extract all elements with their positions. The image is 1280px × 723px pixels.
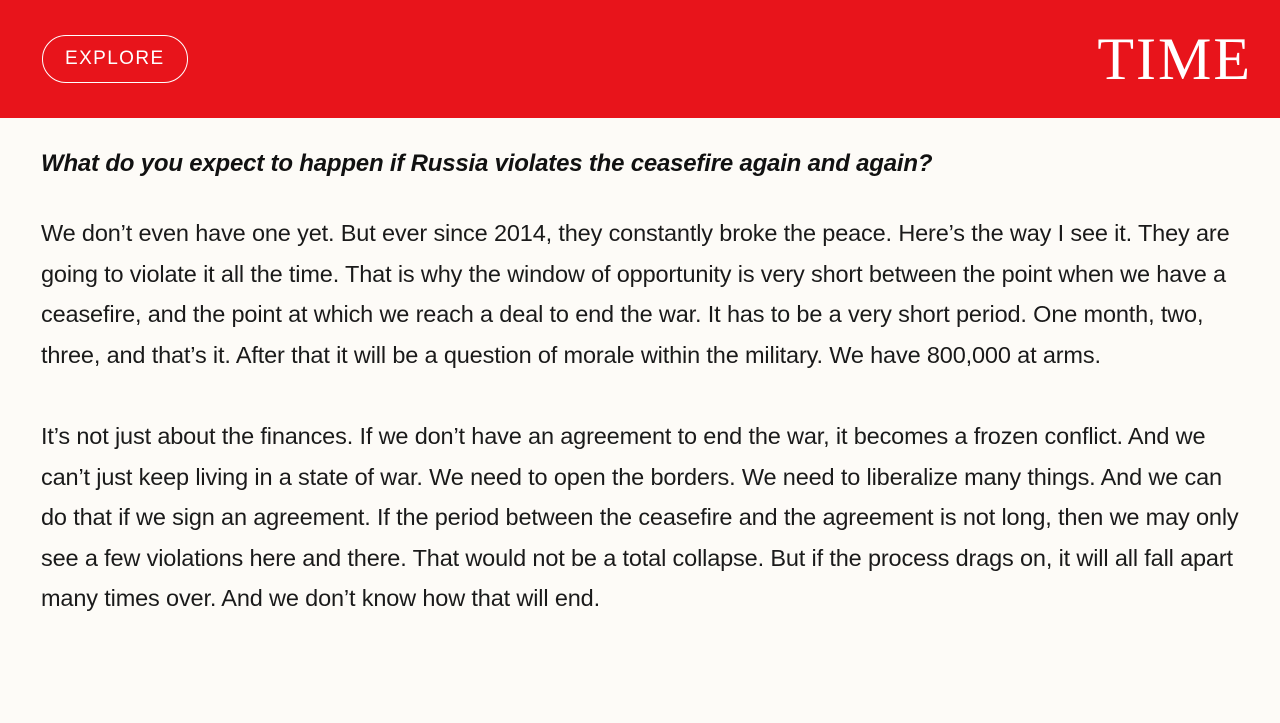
site-header [0,0,1280,118]
explore-button[interactable]: EXPLORE [42,35,188,83]
time-logo[interactable]: TIME [1097,26,1252,92]
article-body [0,118,1280,619]
answer-paragraph-1: We don’t even have one yet. But ever since 2014, they constantly broke the peace. Here’s the way I see it. They are going to violate it all the time. That is why the window of opportunity is very short between the point when we have a ceasefire, and the point at which we reach a deal to end the war. It has to be a very short period. One month, two, three, and that’s it. After that it will be a question of morale within the military. We have 800,000 at arms. [41,220,1230,368]
interview-question: What do you expect to happen if Russia violates the ceasefire again and again? [41,150,933,177]
answer-paragraph-2: It’s not just about the finances. If we don’t have an agreement to end the war, it becomes a frozen conflict. And we can’t just keep living in a state of war. We need to open the borders. We need to liberalize many things. And we can do that if we sign an agreement. If the period between the ceasefire and the agreement is not long, then we may only see a few violations here and there. That would not be a total collapse. But if the process drags on, it will all fall apart many times over. And we don’t know how that will end. [41,423,1239,612]
